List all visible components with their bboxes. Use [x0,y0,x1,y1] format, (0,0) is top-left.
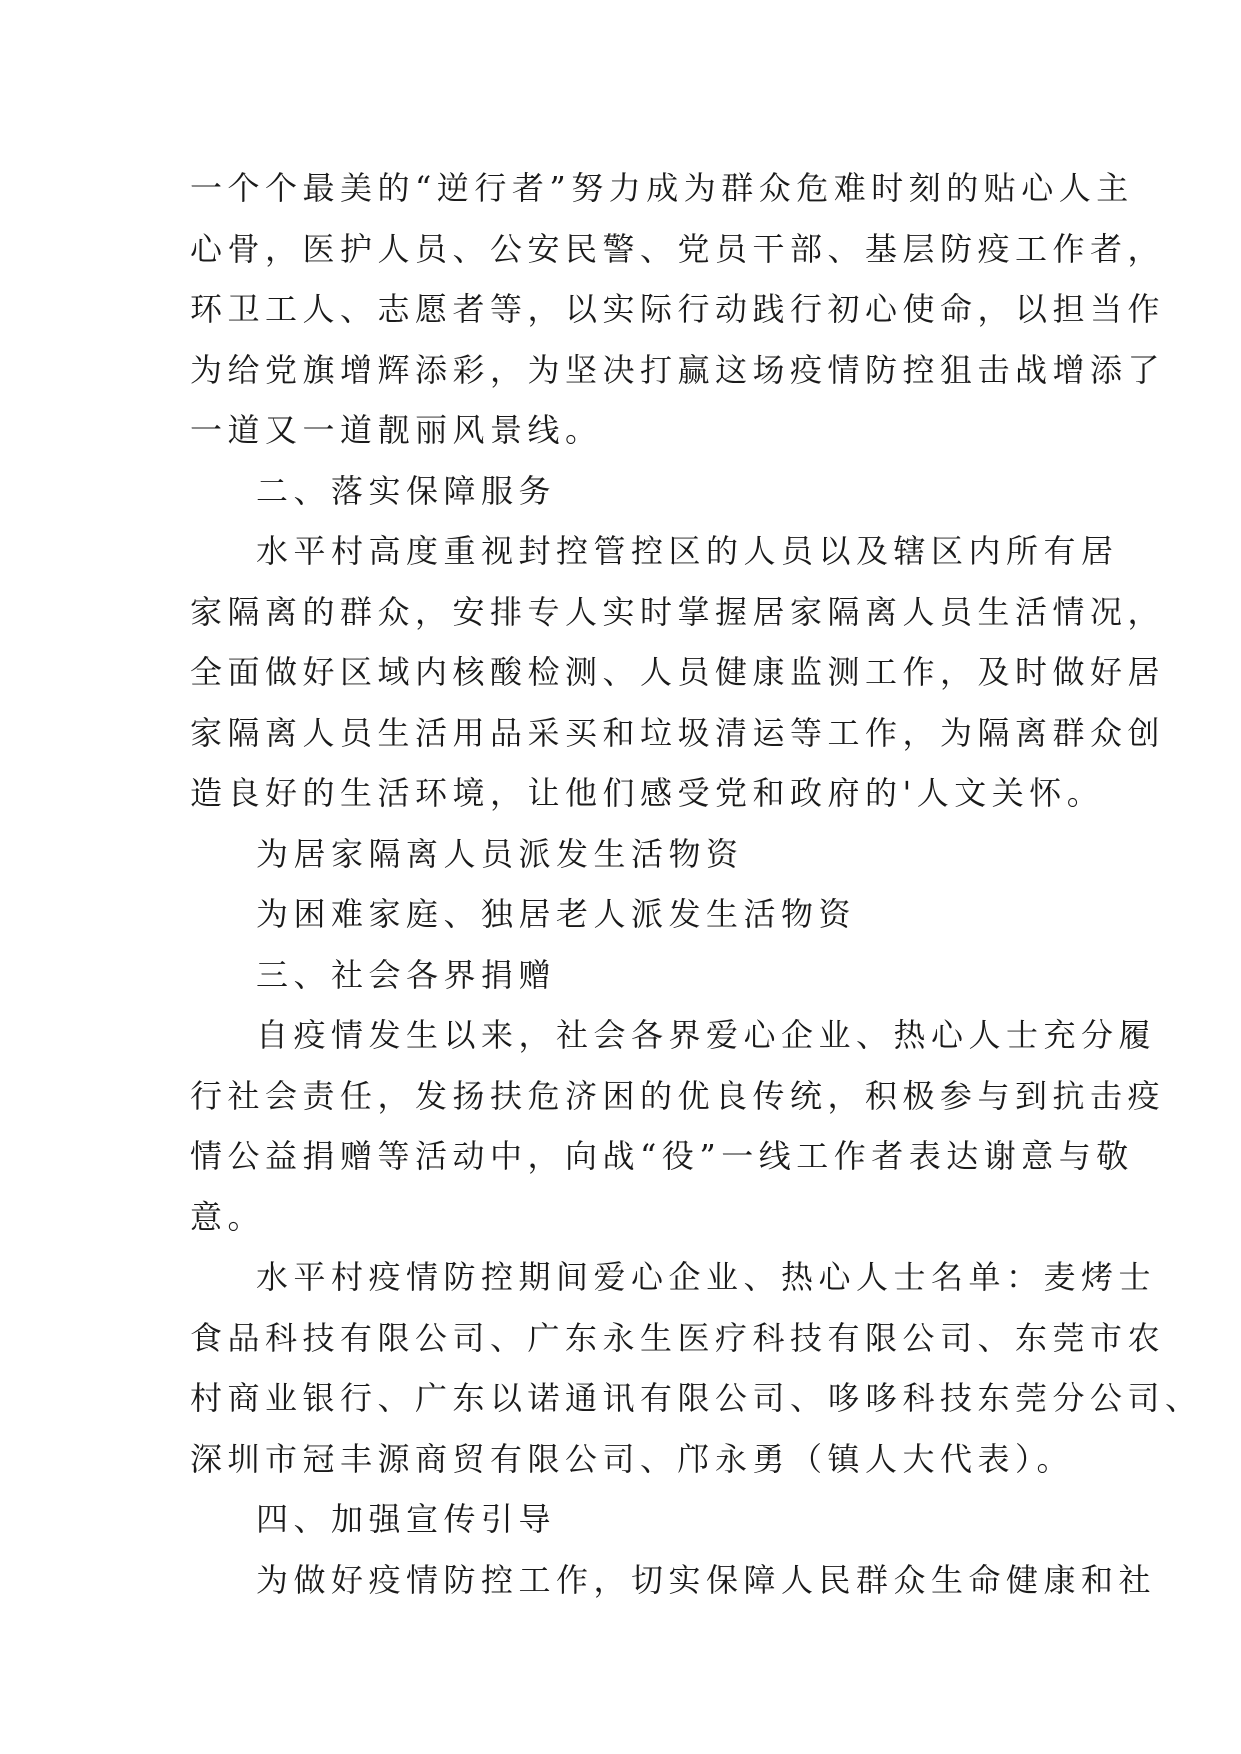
text-line: 为做好疫情防控工作，切实保障人民群众生命健康和社 [256,1560,1157,1599]
section-heading: 二、落实保障服务 [256,471,557,510]
text-line: 行社会责任，发扬扶危济困的优良传统，积极参与到抗击疫 [190,1076,1166,1115]
text-line: 一个个最美的“逆行者”努力成为群众危难时刻的贴心人主 [190,169,1134,207]
text-line: 情公益捐赠等活动中，向战“役”一线工作者表达谢意与敬 [190,1137,1134,1175]
text-line: 深圳市冠丰源商贸有限公司、邝永勇（镇人大代表）。 [190,1439,1075,1478]
document-body [190,158,1203,1610]
text-line: 造良好的生活环境，让他们感受党和政府的'人文关怀。 [190,774,1105,812]
text-line: 家隔离的群众，安排专人实时掌握居家隔离人员生活情况， [190,592,1166,631]
text-line: 全面做好区域内核酸检测、人员健康监测工作，及时做好居 [190,653,1166,691]
text-line: 为给党旗增辉添彩，为坚决打赢这场疫情防控狙击战增添了 [190,350,1166,389]
text-line: 环卫工人、志愿者等，以实际行动践行初心使命，以担当作 [190,290,1166,328]
text-line: 自疫情发生以来，社会各界爱心企业、热心人士充分履 [256,1016,1157,1054]
text-line: 水平村高度重视封控管控区的人员以及辖区内所有居 [256,532,1119,570]
text-line: 家隔离人员生活用品采买和垃圾清运等工作，为隔离群众创 [190,713,1166,752]
caption-line: 为困难家庭、独居老人派发生活物资 [256,895,857,933]
text-line: 一道又一道靓丽风景线。 [190,411,603,449]
text-line: 心骨，医护人员、公安民警、党员干部、基层防疫工作者， [190,229,1166,268]
caption-line: 为居家隔离人员派发生活物资 [256,834,744,873]
text-line: 意。 [190,1197,266,1236]
text-line: 水平村疫情防控期间爱心企业、热心人士名单：麦烤士 [256,1258,1157,1296]
text-line: 食品科技有限公司、广东永生医疗科技有限公司、东莞市农 [190,1318,1166,1357]
section-heading: 三、社会各界捐赠 [256,955,557,994]
text-line: 村商业银行、广东以诺通讯有限公司、哆哆科技东莞分公司、 [190,1379,1203,1417]
section-heading: 四、加强宣传引导 [256,1500,557,1538]
